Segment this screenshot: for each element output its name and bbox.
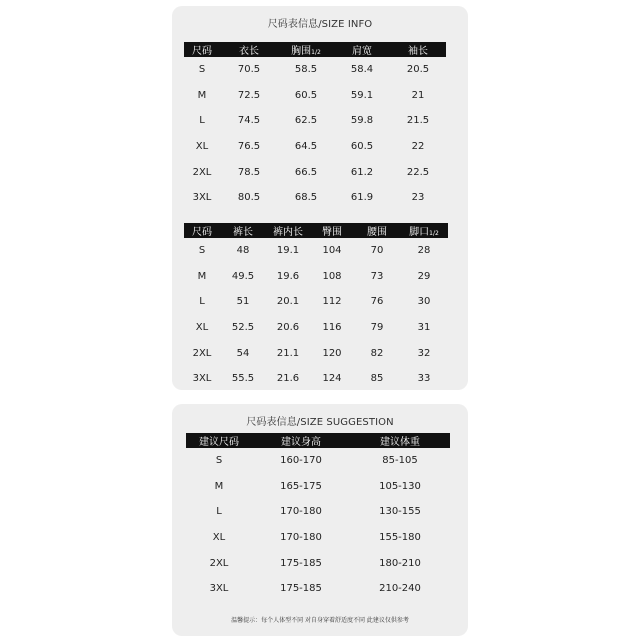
pants-size-cell: 49.5	[231, 270, 255, 282]
pants-size-cell: 76	[370, 296, 384, 308]
suggestion-cell: 105-130	[379, 480, 421, 492]
pants-size-cell: 21.1	[276, 347, 300, 359]
pants-size-cell: M	[197, 270, 207, 282]
top-size-cell: 72.5	[237, 89, 261, 101]
top-size-cell: 62.5	[294, 115, 318, 127]
top-size-cell: 23	[411, 192, 425, 204]
top-size-cell: 60.5	[294, 89, 318, 101]
pants-size-cell: 31	[417, 322, 431, 334]
pants-size-cell: 112	[322, 296, 342, 308]
pants-size-cell: 54	[236, 347, 250, 359]
top-size-row	[184, 134, 446, 160]
suggestion-cell: 155-180	[379, 532, 421, 544]
pants-size-row	[184, 264, 448, 290]
top-size-cell: 68.5	[294, 192, 318, 204]
top-size-cell: 59.1	[350, 89, 374, 101]
pants-size-row	[184, 289, 448, 315]
suggestion-row	[186, 550, 450, 576]
pants-size-cell: 108	[322, 270, 342, 282]
top-size-cell: 61.9	[350, 192, 374, 204]
pants-size-cell: 70	[370, 245, 384, 257]
top-size-cell: 21	[411, 89, 425, 101]
top-size-cell: M	[197, 89, 207, 101]
top-size-cell: 61.2	[350, 166, 374, 178]
top-size-cell: 78.5	[237, 166, 261, 178]
suggestion-header-cell: 建议尺码	[186, 433, 252, 448]
top-size-cell: 21.5	[406, 115, 430, 127]
size-suggestion-title: 尺码表信息/SIZE SUGGESTION	[246, 417, 394, 428]
pants-size-row	[184, 315, 448, 341]
top-size-row	[184, 57, 446, 83]
top-size-cell: 76.5	[237, 141, 261, 153]
suggestion-cell: 160-170	[280, 455, 322, 467]
suggestion-table	[186, 433, 450, 602]
suggestion-cell: L	[216, 506, 222, 518]
suggestion-header-cell: 建议体重	[350, 433, 450, 448]
pants-size-cell: 20.6	[276, 322, 300, 334]
pants-size-header-cell: 尺码	[184, 223, 220, 238]
top-size-row	[184, 83, 446, 109]
pants-size-header-cell: 腰围	[354, 223, 400, 238]
pants-size-cell: 28	[417, 245, 431, 257]
top-size-header-cell: 胸围1/2	[278, 42, 334, 57]
top-size-row	[184, 159, 446, 185]
pants-size-cell: XL	[195, 322, 209, 334]
top-size-cell: 80.5	[237, 192, 261, 204]
pants-size-header-cell: 臀围	[310, 223, 354, 238]
pants-size-row	[184, 366, 448, 392]
pants-size-cell: 19.6	[276, 270, 300, 282]
pants-size-cell: 104	[322, 245, 342, 257]
top-size-header-cell: 尺码	[184, 42, 220, 57]
suggestion-cell: 175-185	[280, 557, 322, 569]
top-size-header-cell: 肩宽	[334, 42, 390, 57]
top-size-cell: 22	[411, 141, 425, 153]
pants-size-cell: 29	[417, 270, 431, 282]
top-size-cell: 70.5	[237, 64, 261, 76]
pants-size-cell: 48	[236, 245, 250, 257]
top-size-header-row	[184, 42, 446, 57]
pants-size-table	[184, 223, 448, 392]
pants-size-cell: 55.5	[231, 373, 255, 385]
pants-size-cell: 32	[417, 347, 431, 359]
pants-size-cell: 85	[370, 373, 384, 385]
suggestion-cell: M	[214, 480, 224, 492]
top-size-cell: 58.4	[350, 64, 374, 76]
pants-size-cell: 2XL	[192, 347, 212, 359]
suggestion-header-cell: 建议身高	[252, 433, 350, 448]
suggestion-row	[186, 474, 450, 500]
top-size-cell: 66.5	[294, 166, 318, 178]
pants-size-cell: 79	[370, 322, 384, 334]
suggestion-cell: 170-180	[280, 506, 322, 518]
pants-size-cell: 20.1	[276, 296, 300, 308]
suggestion-cell: S	[215, 455, 223, 467]
size-suggestion-card	[172, 404, 468, 636]
suggestion-row	[186, 525, 450, 551]
suggestion-cell: XL	[212, 532, 226, 544]
suggestion-cell: 2XL	[209, 557, 229, 569]
top-size-cell: 58.5	[294, 64, 318, 76]
suggestion-cell: 85-105	[382, 455, 418, 467]
suggestion-row	[186, 576, 450, 602]
size-info-card	[172, 6, 468, 390]
pants-size-row	[184, 340, 448, 366]
pants-size-row	[184, 238, 448, 264]
pants-size-header-cell: 裤长	[220, 223, 266, 238]
pants-size-cell: S	[198, 245, 206, 257]
top-size-cell: 3XL	[192, 192, 212, 204]
top-size-cell: 20.5	[406, 64, 430, 76]
suggestion-cell: 175-185	[280, 583, 322, 595]
suggestion-cell: 180-210	[379, 557, 421, 569]
top-size-row	[184, 185, 446, 211]
pants-size-header-cell: 裤内长	[266, 223, 310, 238]
size-info-title: 尺码表信息/SIZE INFO	[267, 19, 373, 30]
top-size-row	[184, 108, 446, 134]
suggestion-cell: 170-180	[280, 532, 322, 544]
pants-size-header-row	[184, 223, 448, 238]
pants-size-cell: 73	[370, 270, 384, 282]
suggestion-header-row	[186, 433, 450, 448]
pants-size-cell: 21.6	[276, 373, 300, 385]
top-size-cell: 22.5	[406, 166, 430, 178]
pants-size-cell: L	[199, 296, 205, 308]
top-size-cell: S	[198, 64, 206, 76]
pants-size-cell: 3XL	[192, 373, 212, 385]
top-size-cell: 64.5	[294, 141, 318, 153]
pants-size-cell: 124	[322, 373, 342, 385]
top-size-header-cell: 衣长	[220, 42, 278, 57]
suggestion-cell: 3XL	[209, 583, 229, 595]
top-size-header-cell: 袖长	[390, 42, 446, 57]
top-size-cell: 2XL	[192, 166, 212, 178]
top-size-cell: 59.8	[350, 115, 374, 127]
pants-size-cell: 33	[417, 373, 431, 385]
pants-size-cell: 116	[322, 322, 342, 334]
pants-size-cell: 30	[417, 296, 431, 308]
suggestion-cell: 130-155	[379, 506, 421, 518]
top-size-cell: XL	[195, 141, 209, 153]
pants-size-cell: 51	[236, 296, 250, 308]
top-size-cell: 60.5	[350, 141, 374, 153]
pants-size-cell: 120	[322, 347, 342, 359]
pants-size-cell: 19.1	[276, 245, 300, 257]
suggestion-cell: 165-175	[280, 480, 322, 492]
suggestion-cell: 210-240	[379, 583, 421, 595]
top-size-cell: 74.5	[237, 115, 261, 127]
pants-size-header-cell: 脚口1/2	[400, 223, 448, 238]
top-size-cell: L	[199, 115, 205, 127]
suggestion-row	[186, 448, 450, 474]
fit-note: 温馨提示：每个人体型不同 对自身穿着舒适度不同 此建议仅供参考	[231, 617, 409, 624]
top-size-table	[184, 42, 446, 211]
pants-size-cell: 52.5	[231, 322, 255, 334]
pants-size-cell: 82	[370, 347, 384, 359]
suggestion-row	[186, 499, 450, 525]
